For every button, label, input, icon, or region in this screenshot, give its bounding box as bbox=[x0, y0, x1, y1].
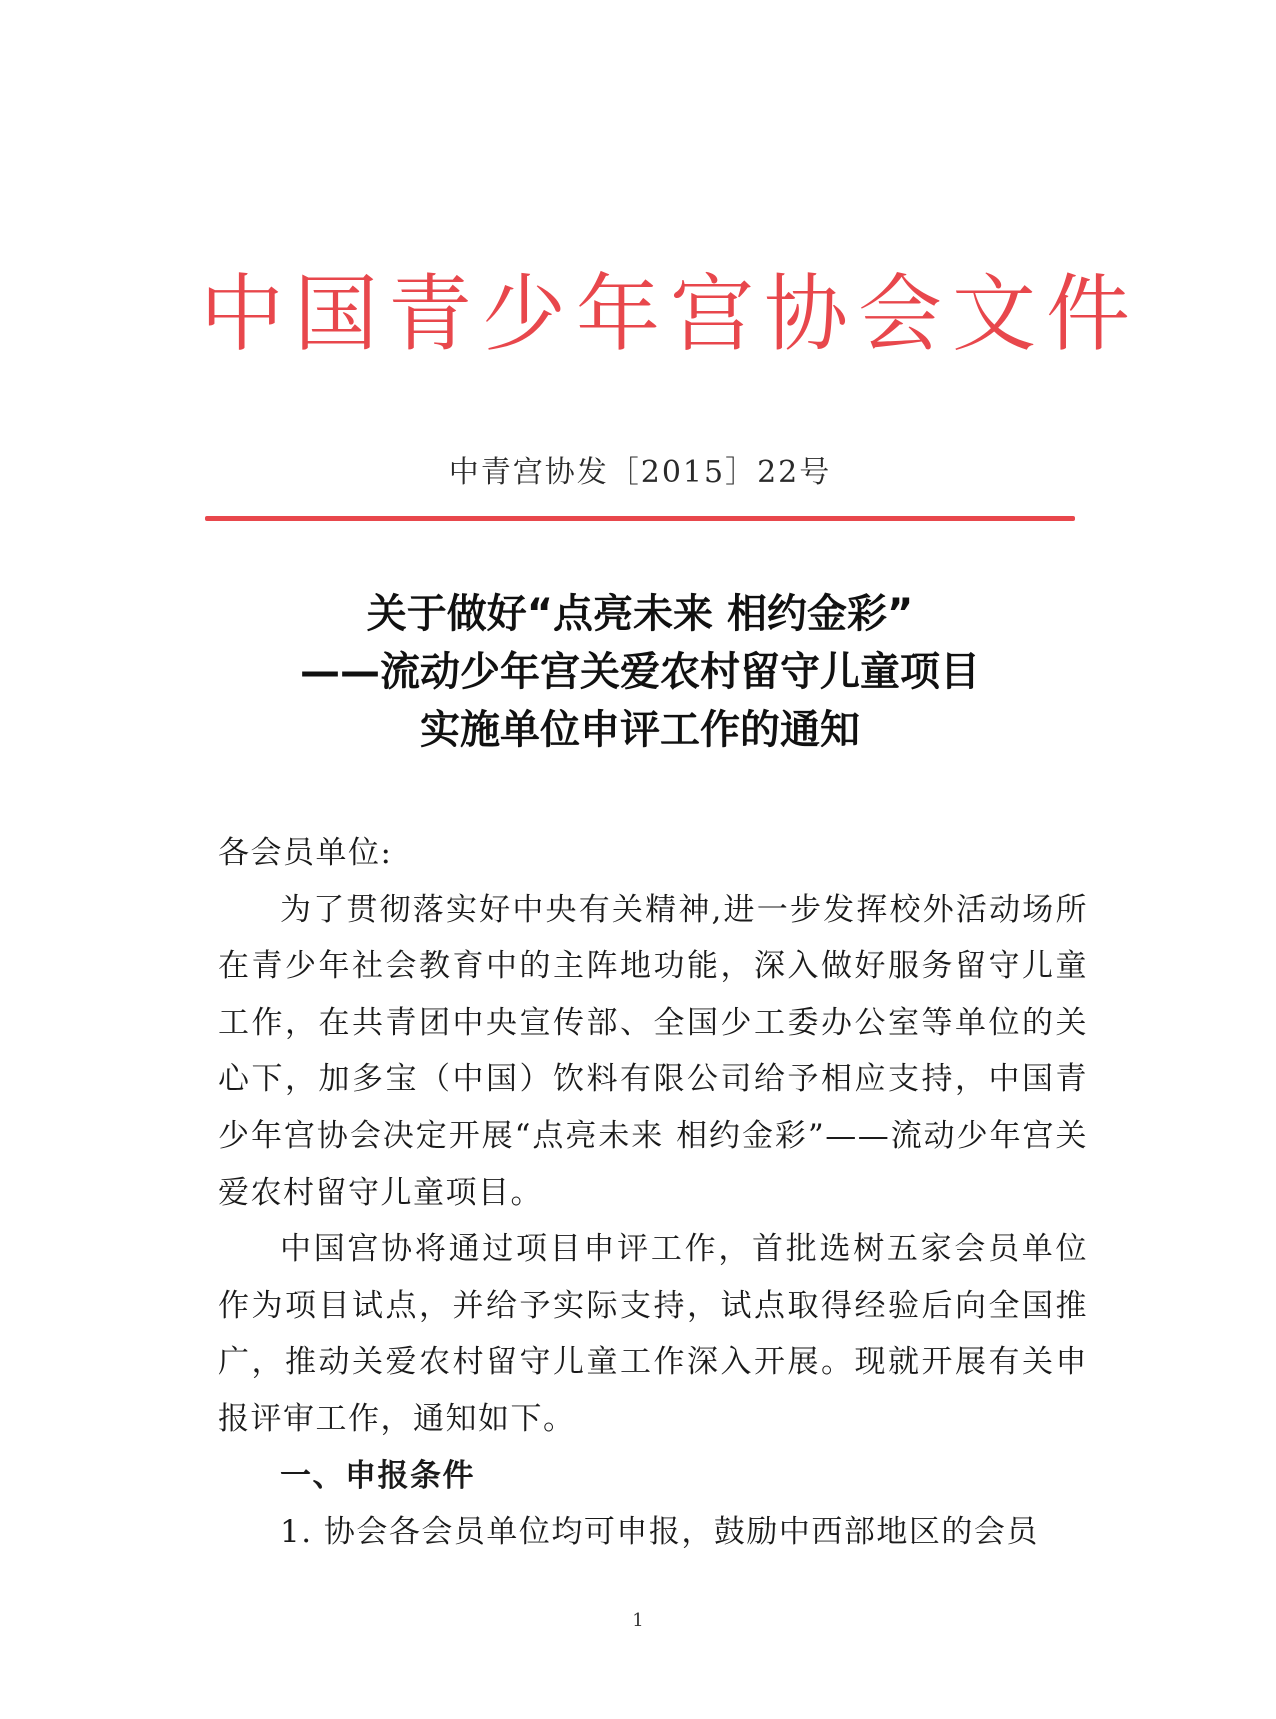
document-number: 中青宫协发［2015］22号 bbox=[448, 455, 832, 490]
body-paragraph-2: 中国宫协将通过项目申评工作，首批选树五家会员单位作为项目试点，并给予实际支持，试点取得经验后向全国推广，推动关爱农村留守儿童工作深入开展。现就开展有关申报评审工作，通知如下。 bbox=[218, 1231, 1088, 1437]
page-number: 1 bbox=[632, 1610, 644, 1631]
condition-item-1: 1. 协会各会员单位均可申报，鼓励中西部地区的会员 bbox=[280, 1514, 1039, 1551]
notice-title bbox=[200, 585, 1080, 759]
notice-body bbox=[218, 825, 1088, 1561]
red-divider-line bbox=[205, 516, 1075, 521]
body-paragraph-1: 为了贯彻落实好中央有关精神,进一步发挥校外活动场所在青少年社会教育中的主阵地功能，深入做好服务留守儿童工作，在共青团中央宣传部、全国少工委办公室等单位的关心下，加多宝（中国）饮料有限公司给予相应支持，中国青少年宫协会决定开展“点亮未来 相约金彩”——流动少年宫关爱农村留守儿童项目。 bbox=[218, 891, 1088, 1211]
title-line-3: 实施单位申评工作的通知 bbox=[420, 707, 860, 753]
salutation: 各会员单位: bbox=[218, 835, 393, 871]
title-line-2: ——流动少年宫关爱农村留守儿童项目 bbox=[300, 649, 980, 695]
section-heading-conditions: 一、申报条件 bbox=[280, 1457, 475, 1494]
title-line-1: 关于做好“点亮未来 相约金彩” bbox=[366, 591, 914, 637]
masthead-title: 中国青少年宫协会文件 bbox=[200, 265, 1141, 363]
